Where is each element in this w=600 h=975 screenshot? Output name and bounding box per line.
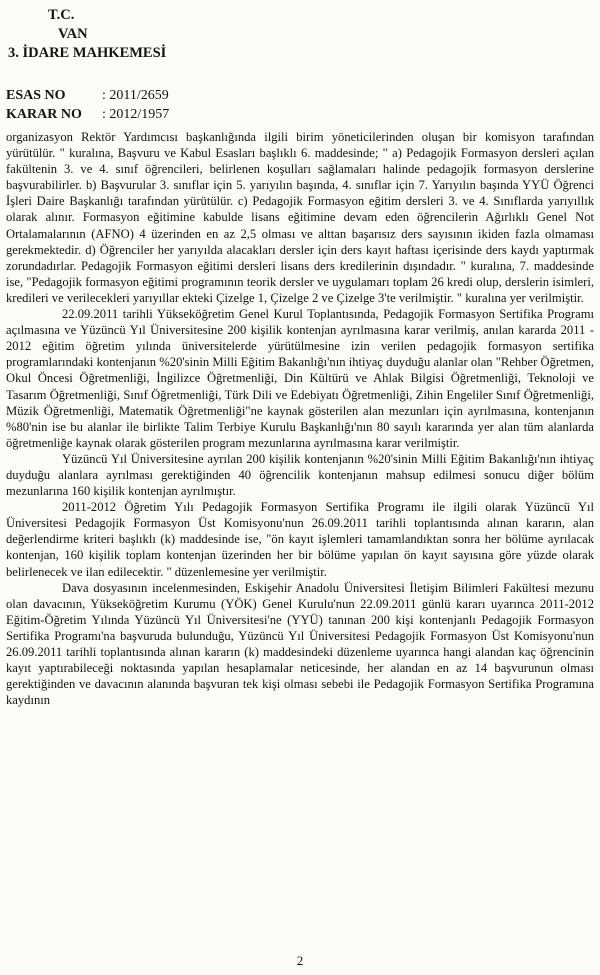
esas-value: : 2011/2659 — [102, 88, 169, 103]
paragraph: organizasyon Rektör Yardımcısı başkanlığında ilgili birim yöneticilerinden oluşan bir komisyon tarafından yürütülür. " kuralına, Başvuru ve Kabul Esasları başlıklı 6. maddesinde; " a) Pedagojik Formasyon dersleri açılan fakültenin 3. ve 4. sınıf öğrencileri, belirlenen koşulları sağlamaları halinde pedagojik formasyon derslerine başvurabilirler. b) Başvurular 3. sınıflar için 5. yarıyılın başında, 4. sınıflar için 7. Yarıyılın başında YYÜ Öğrenci İşleri Daire Başkanlığı tarafından yürütülür. c) Pedagojik Formasyon eğitim dersleri 3. ve 4. Sınıflarda yarıyıllık olarak alınır. Formasyon eğitimine kabulde lisans eğitimine devam eden öğrencilerin Ağırlıklı Genel Not Ortalamalarının (AFNO) 4 üzerinden en az 2,5 olması ve alttan başarısız ders sayısının ikiden fazla olmaması gerekmektedir. d) Öğrenciler her yarıyılda alacakları dersler için ders kayıt haftası içerisinde ders kaydı yaptırmak zorundadırlar. Pedagojik Formasyon eğitimi dersleri lisans ders kredilerinin dışındadır. " kuralına, 7. maddesinde ise, "Pedagojik formasyon eğitimi programının teorik dersler ve uygulamarı toplam 26 kredi olup, derslerin isimleri, kredileri ve verilecekleri yarıyıllar ekteki Çizelge 1, Çizelge 2 ve Çizelge 3'te verilmiştir. " kuralına yer verilmiştir. — [6, 130, 594, 305]
page-number: 2 — [296, 953, 304, 968]
header-line-court: 3. İDARE MAHKEMESİ — [8, 45, 167, 61]
karar-value: : 2012/1957 — [102, 107, 170, 122]
paragraph: 2011-2012 Öğretim Yılı Pedagojik Formasyon Sertifika Programı ile ilgili olarak Yüzüncü Yıl Üniversitesi Pedagojik Formasyon Üst Komisyonu'nun 26.09.2011 tarihli toplantısında alınan kararın, alan değerlendirme kriteri başlıklı (k) maddesinde ise, "ön kayıt işlemleri tamamlandıktan sonra her bölüme ayrılacak kontenjan, 160 kişilik toplam kontenjan üzerinden her bir bölüme yapılan ön kayıt sayısına göre yüzde olarak belirlenecek ve ilan edilecektir. " düzenlemesine yer verilmiştir. — [6, 500, 594, 579]
esas-row — [6, 86, 169, 105]
case-numbers — [6, 86, 169, 124]
document-body — [6, 129, 594, 708]
header-line-van: VAN — [58, 26, 88, 42]
paragraph: Dava dosyasının incelenmesinden, Eskişehir Anadolu Üniversitesi İletişim Bilimleri Fakültesi mezunu olan davacının, Yükseköğretim Kurumu (YÖK) Genel Kurulu'nun 22.09.2011 günlü kararı uyarınca 2011-2012 Eğitim-Öğretim Yılında Yüzüncü Yıl Üniversitesi'ne (YYÜ) tanınan 200 kişi kontenjanlı Pedagojik Formasyon Sertifika Programı'na başvuruda bulunduğu, Yüzüncü Yıl Üniversitesi Pedagojik Formasyon Üst Komisyonu'nun 26.09.2011 tarihli toplantısında alınan kararın (k) maddesindeki düzenleme uyarınca hangi alandan kaç öğrencinin kayıt yaptırabileceği noktasında yapılan hesaplamalar neticesinde, her alandan en az 14 başvurunun olması gerektiğinden ve davacının alanında başvuran tek kişi olması sebebi ile Pedagojik Formasyon Sertifika Programına kaydının — [6, 580, 594, 708]
paragraph: 22.09.2011 tarihli Yükseköğretim Genel Kurul Toplantısında, Pedagojik Formasyon Sertifika Programı açılmasına ve Yüzüncü Yıl Üniversitesine 200 kişilik kontenjan ayrılmasına karar verilmiş, anılan kararda 2011 - 2012 eğitim öğretim yılında üniversitelerde yürütülmesine izin verilen pedagojik formasyon sertifika programlarındaki kontenjanın %20'sinin Milli Eğitim Bakanlığı'nın ihtiyaç duyduğu alanlar olan "Rehber Öğretmen, Okul Öncesi Öğretmenliği, İngilizce Öğretmenliği, Din Kültürü ve Ahlak Bilgisi Öğretmenliği, Teknoloji ve Tasarım Öğretmenliği, Sınıf Öğretmenliği, Türk Dili ve Edebiyatı Öğretmenliği, Zihin Engeliler Sınıf Öğretmenliği, Müzik Öğretmenliği, Matematik Öğretmenliği"ne kaynak gösterilen alan mezunları için ayrılmasına, kontenjanın %80'nin ise bu alanlar ile birlikte Talim Terbiye Kurulu Başkanlığı'nın 80 sayılı kararında yer alan tüm alanlarda öğretmenliğe kaynak olarak gösterilen program mezunlarına ayrılmasına karar verilmiştir. — [6, 307, 594, 450]
court-header — [8, 6, 166, 63]
paragraph: Yüzüncü Yıl Üniversitesine ayrılan 200 kişilik kontenjanın %20'sinin Milli Eğitim Bakanlığı'nın ihtiyaç duyduğu alanlara ayrılması gerektiğinden 40 öğrencilik kontenjanın mahsup edilmesi sonucu diğer bölüm mezunlarına 160 kişilik kontenjan ayrılmıştır. — [6, 451, 594, 499]
esas-label: ESAS NO — [6, 88, 66, 103]
karar-row — [6, 105, 169, 124]
karar-label: KARAR NO — [6, 107, 82, 122]
header-line-tc: T.C. — [48, 7, 75, 23]
